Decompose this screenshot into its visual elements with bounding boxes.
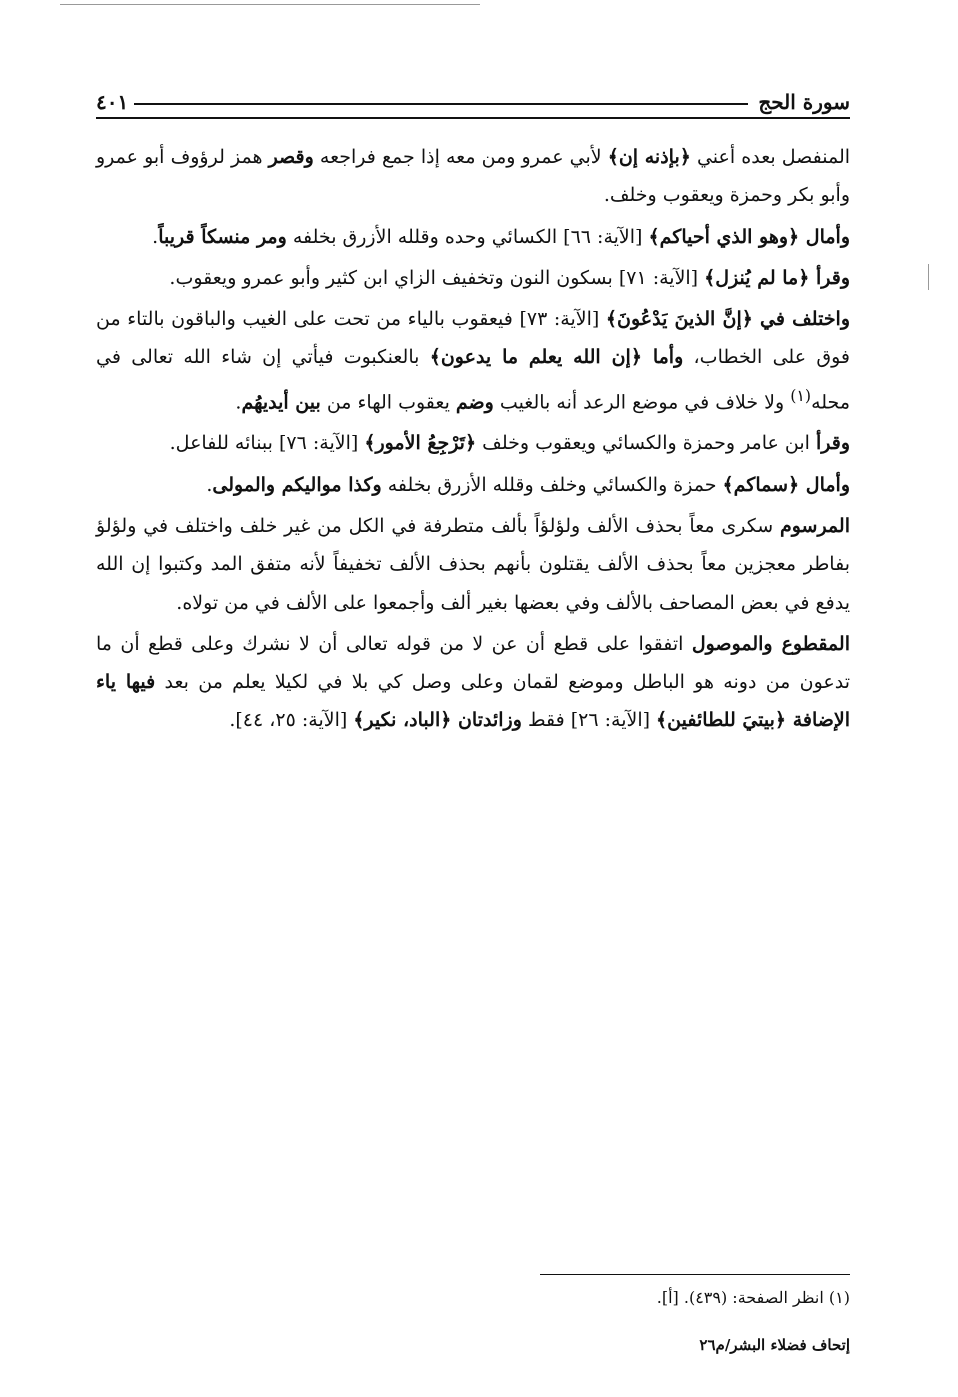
top-edge-rule (60, 4, 480, 5)
bold-text: واختلف في (752, 308, 851, 331)
page-header (96, 76, 850, 114)
bold-text: ﴿الباد، نكير﴾ (353, 709, 452, 732)
bold-text: ﴿وهو الذي أحياكم﴾ (648, 225, 800, 248)
bold-text: وقرأ (815, 432, 850, 455)
paragraph-2 (96, 218, 850, 256)
paragraph-4 (96, 300, 850, 421)
bold-text: وقصر (268, 146, 314, 168)
text-run: [الآية: ٧٣] فيعقوب بالياء من تحت على الغيب والباقون بالتاء من فوق على الخطاب، (96, 308, 850, 369)
paragraph-6 (96, 466, 850, 504)
bold-text: ﴿بإذنه إن﴾ (607, 146, 691, 168)
text-run: يعقوب الهاء من (320, 391, 456, 414)
bold-text: وقرأ (809, 266, 850, 289)
text-run: . (206, 473, 213, 496)
text-run: [الآية: ٢٥، ٤٤]. (229, 709, 354, 732)
text-run: [الآية: ٦٦] الكسائي وحده وقلله الأزرق بخلفه (286, 225, 649, 248)
paragraph-8 (96, 625, 850, 740)
bold-text: وأمال (799, 473, 850, 496)
main-text (96, 138, 850, 743)
footnote-rule (540, 1274, 850, 1275)
bold-text: وأمال (799, 225, 850, 248)
bold-text: المرسوم (779, 515, 850, 537)
paragraph-5 (96, 424, 850, 462)
bold-text: المقطوع والموصول (691, 632, 850, 655)
bold-text: ﴿ما لم يُنزل﴾ (704, 266, 810, 289)
bold-text: وأما (641, 346, 684, 369)
bold-text: ﴿بيتيَ للطائفين﴾ (656, 709, 787, 732)
text-run: ولا خلاف في موضع الرعد أنه بالغيب (493, 391, 791, 414)
text-run: المنفصل بعده أعني (690, 146, 851, 168)
text-run: همز لرؤوف أبو عمرو وأبو بكر وحمزة ويعقوب وخلف. (96, 146, 850, 207)
margin-mark (928, 264, 932, 290)
text-run: . (152, 225, 159, 248)
header-rule (96, 117, 850, 119)
text-run: اتفقوا على قطع أن عن لا من قوله تعالى أن لا نشرك وعلى قطع أن ما تدعون من دونه هو الباطل وموضع لقمان وعلى وصل كي بلا في لكيلا يعلم من بعد (96, 632, 850, 694)
surah-title: سورة الحج (758, 90, 850, 114)
bold-text: بين أيديهُم (241, 391, 321, 414)
bold-text: وكذا مواليكم والمولى (212, 473, 382, 496)
paragraph-1 (96, 138, 850, 215)
text-run: حمزة والكسائي وخلف وقلله الأزرق بخلفه (381, 473, 723, 496)
text-run: سكرى معاً بحذف الألف ولؤلؤاً بألف متطرفة في الكل من غير خلف واختلف في ولؤلؤ بفاطر معجزين معاً بحذف الألف يقتلون بأنهم بحذف الألف تخفيفاً لأنه متفق المد وكتبوا إن الله يدفع في بعض المصاحف بالألف وفي بعضها بغير ألف وأجمعوا على الألف في من تولاه. (96, 515, 850, 614)
text-run: ابن عامر وحمزة والكسائي ويعقوب وخلف (476, 432, 816, 455)
text-run: [الآية: ٧٦] ببنائه للفاعل. (169, 432, 365, 455)
bold-text: ﴿إنَّ الذينَ يَدْعُونَ﴾ (605, 308, 753, 331)
bold-text: فيها ياء الإضافة (96, 671, 850, 732)
footnote-ref: (١) (790, 385, 812, 405)
text-run: . (235, 391, 242, 414)
bold-text: ﴿إن الله يعلم ما يدعون﴾ (429, 346, 642, 369)
bold-text: ﴿سماكم﴾ (722, 473, 800, 496)
header-title-line (134, 103, 748, 105)
paragraph-3 (96, 259, 850, 297)
footnote: (١) انظر الصفحة: (٤٣٩). [أ]. (656, 1288, 850, 1307)
page-number: ٤٠١ (96, 90, 129, 114)
book-footer: إتحاف فضلاء البشر/م٢٦ (699, 1336, 850, 1354)
text-run: لأبي عمرو ومن معه إذا جمع فراجعه (313, 146, 608, 168)
text-run: [الآية: ٢٦] فقط (521, 709, 657, 732)
text-run: [الآية: ٧١] بسكون النون وتخفيف الزاي ابن كثير وأبو عمرو ويعقوب. (169, 266, 705, 289)
text-run: بالعنكبوت فيأتي إن شاء الله تعالى في محله (96, 346, 850, 414)
bold-text: ومر منسكاً قريباً (158, 225, 287, 248)
bold-text: وضم (455, 391, 494, 414)
bold-text: ﴿تَرْجِعُ الأمور﴾ (364, 432, 477, 455)
bold-text: وزائدتان (451, 709, 522, 732)
paragraph-7 (96, 507, 850, 622)
